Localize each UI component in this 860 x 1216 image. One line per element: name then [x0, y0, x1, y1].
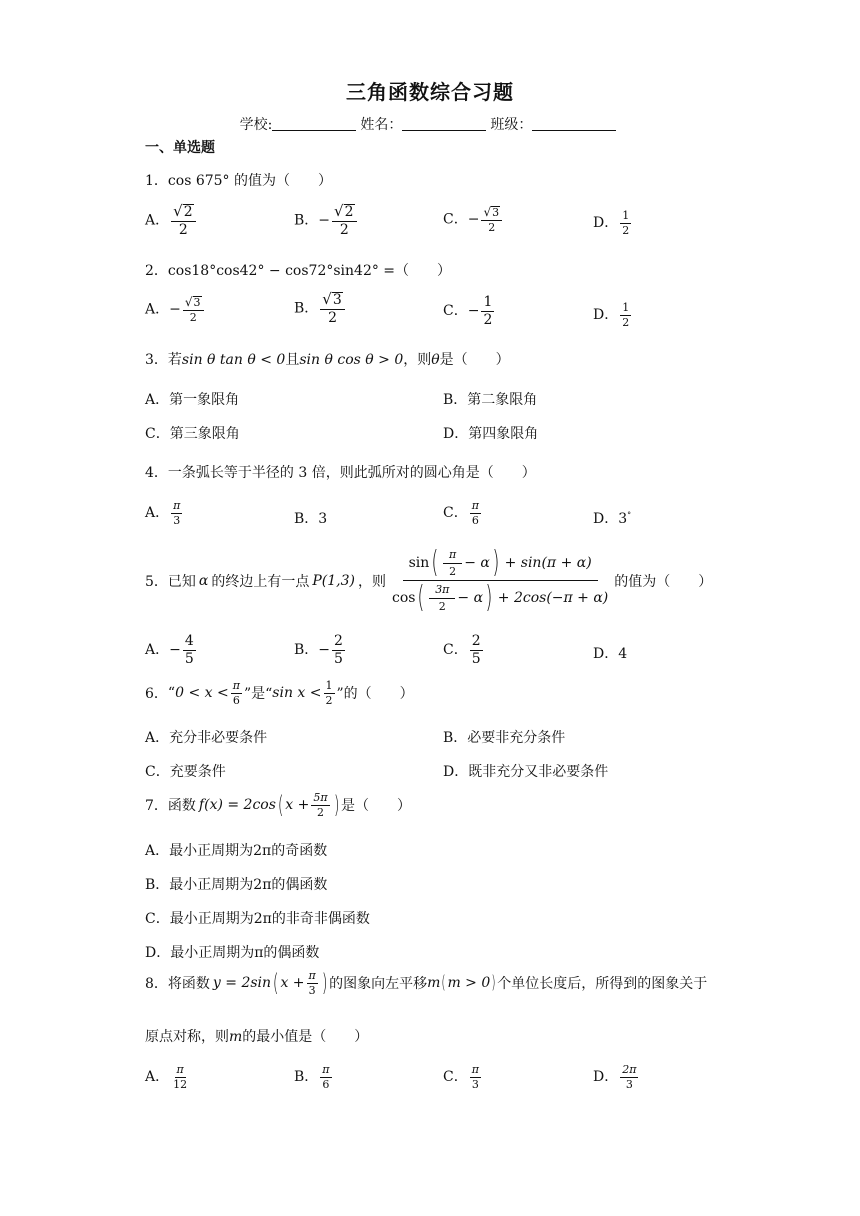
fraction: $\frac{\pi}{3}$: [471, 1063, 479, 1091]
minus-sign: −: [318, 642, 331, 659]
question-expression: sin x <: [272, 685, 322, 702]
fraction: $\frac{\pi}{6}$: [232, 679, 240, 707]
question-number: 7．: [145, 798, 168, 815]
fraction: √ 3 2: [183, 296, 204, 323]
option-label: A．: [145, 301, 170, 318]
option-label: D．3: [593, 511, 628, 527]
question-number: 8．: [145, 976, 168, 993]
fraction: $\frac{2\pi}{3}$: [622, 1063, 637, 1091]
fraction: $\frac{1}{2}$: [622, 209, 630, 237]
question-number: 5．: [145, 573, 168, 590]
fraction: $\frac{\pi}{3}$: [173, 499, 181, 527]
question-number: 4．: [145, 465, 168, 481]
q5-option-d[interactable]: D．4: [593, 646, 628, 662]
option-label: D．: [593, 215, 619, 232]
q7-option-c[interactable]: C．最小正周期为2π的非奇非偶函数: [145, 911, 370, 927]
q5-option-a[interactable]: [145, 634, 198, 666]
option-label: C．: [443, 211, 468, 228]
q4-option-a[interactable]: [145, 500, 184, 526]
option-label: C．: [443, 505, 468, 522]
name-blank[interactable]: [402, 117, 486, 131]
section-heading: 一、单选题: [145, 140, 215, 156]
question-expression: sin θ tan θ < 0: [181, 352, 286, 368]
question-text: 的值为（ ）: [614, 573, 713, 590]
question-text: 且: [285, 352, 300, 368]
question-expression: f(x) = 2cos: [198, 797, 276, 814]
q8-option-d[interactable]: [593, 1064, 640, 1090]
fraction: $\frac{5\pi}{2}$: [313, 791, 328, 819]
fraction: $\frac{1}{2}$: [325, 679, 333, 707]
minus-sign: −: [467, 303, 480, 320]
question-4: [145, 462, 536, 482]
question-text: 函数: [167, 798, 196, 815]
question-6: [145, 680, 414, 706]
fraction: √ 2 2: [332, 204, 356, 237]
minus-sign: −: [318, 212, 331, 229]
question-text: ”是“: [243, 686, 273, 703]
q3-option-c[interactable]: C．第三象限角: [145, 426, 240, 442]
fraction: $\frac{1}{2}$: [483, 294, 493, 328]
fraction: $\frac{\pi}{3}$: [308, 969, 316, 997]
question-expression: x +: [280, 975, 305, 992]
question-number: 2．: [145, 263, 168, 279]
question-expression: θ: [431, 352, 440, 368]
option-label: D．: [593, 307, 619, 324]
question-text: 原点对称，则: [145, 1029, 229, 1045]
option-label: A．: [145, 212, 170, 229]
option-label: A．: [145, 642, 170, 659]
q7-option-a[interactable]: A．最小正周期为2π的奇函数: [145, 843, 328, 859]
minus-sign: −: [169, 301, 181, 318]
question-text: ”的（ ）: [336, 686, 414, 703]
school-label: 学校:: [239, 117, 273, 133]
question-text: 的终边上有一点: [211, 573, 310, 590]
q1-option-b[interactable]: [294, 204, 359, 237]
q7-option-b[interactable]: B．最小正周期为2π的偶函数: [145, 877, 328, 893]
fraction: $\frac{1}{2}$: [622, 301, 630, 329]
question-text: 个单位长度后，所得到的图象关于: [497, 976, 708, 993]
question-expression: sin θ cos θ > 0: [299, 352, 404, 368]
minus-sign: −: [169, 642, 181, 659]
q3-option-a[interactable]: A．第一象限角: [145, 392, 240, 408]
option-label: A．: [145, 1069, 170, 1086]
question-number: 3．: [145, 352, 168, 368]
question-expression: cos 675°: [167, 173, 230, 189]
question-text: 的值为（ ）: [229, 173, 333, 189]
fraction: √ 3 2: [481, 206, 502, 233]
class-blank[interactable]: [532, 117, 616, 131]
q1-option-d[interactable]: [593, 210, 633, 236]
q4-option-b[interactable]: B．3: [294, 511, 328, 527]
question-text: 将函数: [167, 976, 210, 993]
question-8-line-2: [145, 1026, 368, 1046]
q5-option-b[interactable]: [294, 634, 347, 666]
q8-option-a[interactable]: [145, 1064, 191, 1090]
question-text: 的最小值是（ ）: [242, 1029, 369, 1045]
q8-option-b[interactable]: [294, 1064, 334, 1090]
question-text: 已知: [167, 573, 196, 590]
degree-sign: °: [627, 510, 632, 520]
question-text: 的图象向左平移: [329, 976, 428, 993]
q7-option-d[interactable]: D．最小正周期为π的偶函数: [145, 945, 320, 961]
question-expression: α: [198, 572, 209, 589]
fraction: $\frac{\pi}{6}$: [471, 499, 479, 527]
q6-option-c[interactable]: C．充要条件: [145, 764, 226, 780]
q2-option-a[interactable]: [145, 296, 206, 323]
question-expression: 0 < x <: [175, 685, 229, 702]
name-label: 姓名：: [360, 117, 403, 133]
question-text: ，则: [403, 352, 432, 368]
q2-option-c[interactable]: [443, 295, 496, 327]
q3-option-b[interactable]: B．第二象限角: [443, 392, 538, 408]
question-3: [145, 349, 510, 369]
question-text: 若: [167, 352, 182, 368]
option-label: B．: [294, 300, 319, 317]
option-label: B．: [294, 642, 319, 659]
page-title: 三角函数综合习题: [346, 80, 514, 104]
q2-option-b[interactable]: [294, 292, 347, 325]
student-info-line: [0, 114, 860, 134]
question-expression: cos18°cos42° − cos72°sin42° =: [167, 263, 396, 279]
question-text: ，则: [358, 573, 386, 590]
question-number: 1．: [145, 173, 168, 189]
q2-option-d[interactable]: [593, 302, 633, 328]
option-label: D．: [593, 1069, 619, 1086]
question-2: [145, 260, 451, 280]
question-text: 一条弧长等于半径的 3 倍，则此弧所对的圆心角是（ ）: [167, 465, 536, 481]
fraction: $\frac{4}{5}$: [184, 633, 194, 667]
option-label: C．: [443, 642, 468, 659]
question-expression: P(1,3): [312, 572, 355, 589]
q4-option-d[interactable]: [593, 508, 631, 528]
question-7: 7． 函数 f(x) = 2cos ( x + $\frac{5\pi}{2}$ ) 是（ ）: [145, 791, 411, 820]
school-blank[interactable]: [272, 117, 356, 131]
question-text: “: [167, 685, 176, 702]
q4-option-c[interactable]: [443, 500, 483, 526]
question-expression: x +: [285, 797, 310, 814]
option-label: A．: [145, 505, 170, 522]
question-expression: m: [229, 1029, 243, 1045]
q3-option-d[interactable]: D．第四象限角: [443, 426, 539, 442]
q6-option-b[interactable]: B．必要非充分条件: [443, 730, 566, 746]
fraction: $\frac{2}{5}$: [471, 633, 481, 667]
q5-option-c[interactable]: [443, 634, 485, 666]
q1-option-c[interactable]: [443, 206, 504, 233]
question-expression: y = 2sin: [212, 975, 272, 992]
option-label: C．: [443, 303, 468, 320]
q8-option-c[interactable]: [443, 1064, 483, 1090]
option-label: C．: [443, 1069, 468, 1086]
option-label: B．: [294, 212, 319, 229]
fraction: √ 3 2: [320, 292, 344, 325]
question-5: [145, 545, 713, 615]
question-text: （ ）: [395, 263, 452, 279]
question-text: 是（ ）: [439, 352, 510, 368]
question-1: [145, 170, 332, 190]
q1-option-a[interactable]: [145, 204, 198, 237]
question-expression: m > 0: [447, 975, 491, 992]
minus-sign: −: [467, 211, 480, 228]
question-text: 是（ ）: [340, 798, 411, 815]
compound-fraction: sin ( $\frac{\pi}{2}$ − α ) + sin(π + α) cos ( $\frac{3\pi}{2}$ − α ) + 2cos(−π + α): [392, 545, 609, 615]
class-label: 班级：: [490, 117, 533, 133]
fraction: $\frac{\pi}{12}$: [173, 1063, 188, 1091]
question-8: 8． 将函数 y = 2sin ( x + $\frac{\pi}{3}$ ) 的图象向左平移 m ( m > 0 ) 个单位长度后，所得到的图象关于: [145, 969, 708, 998]
option-label: B．: [294, 1069, 319, 1086]
fraction: $\frac{2}{5}$: [334, 633, 343, 667]
question-expression: m: [427, 975, 441, 992]
q6-option-d[interactable]: D．既非充分又非必要条件: [443, 764, 609, 780]
q6-option-a[interactable]: A．充分非必要条件: [145, 730, 268, 746]
fraction: $\frac{\pi}{6}$: [322, 1063, 330, 1091]
fraction: √ 2 2: [171, 204, 195, 237]
question-number: 6．: [145, 686, 168, 703]
